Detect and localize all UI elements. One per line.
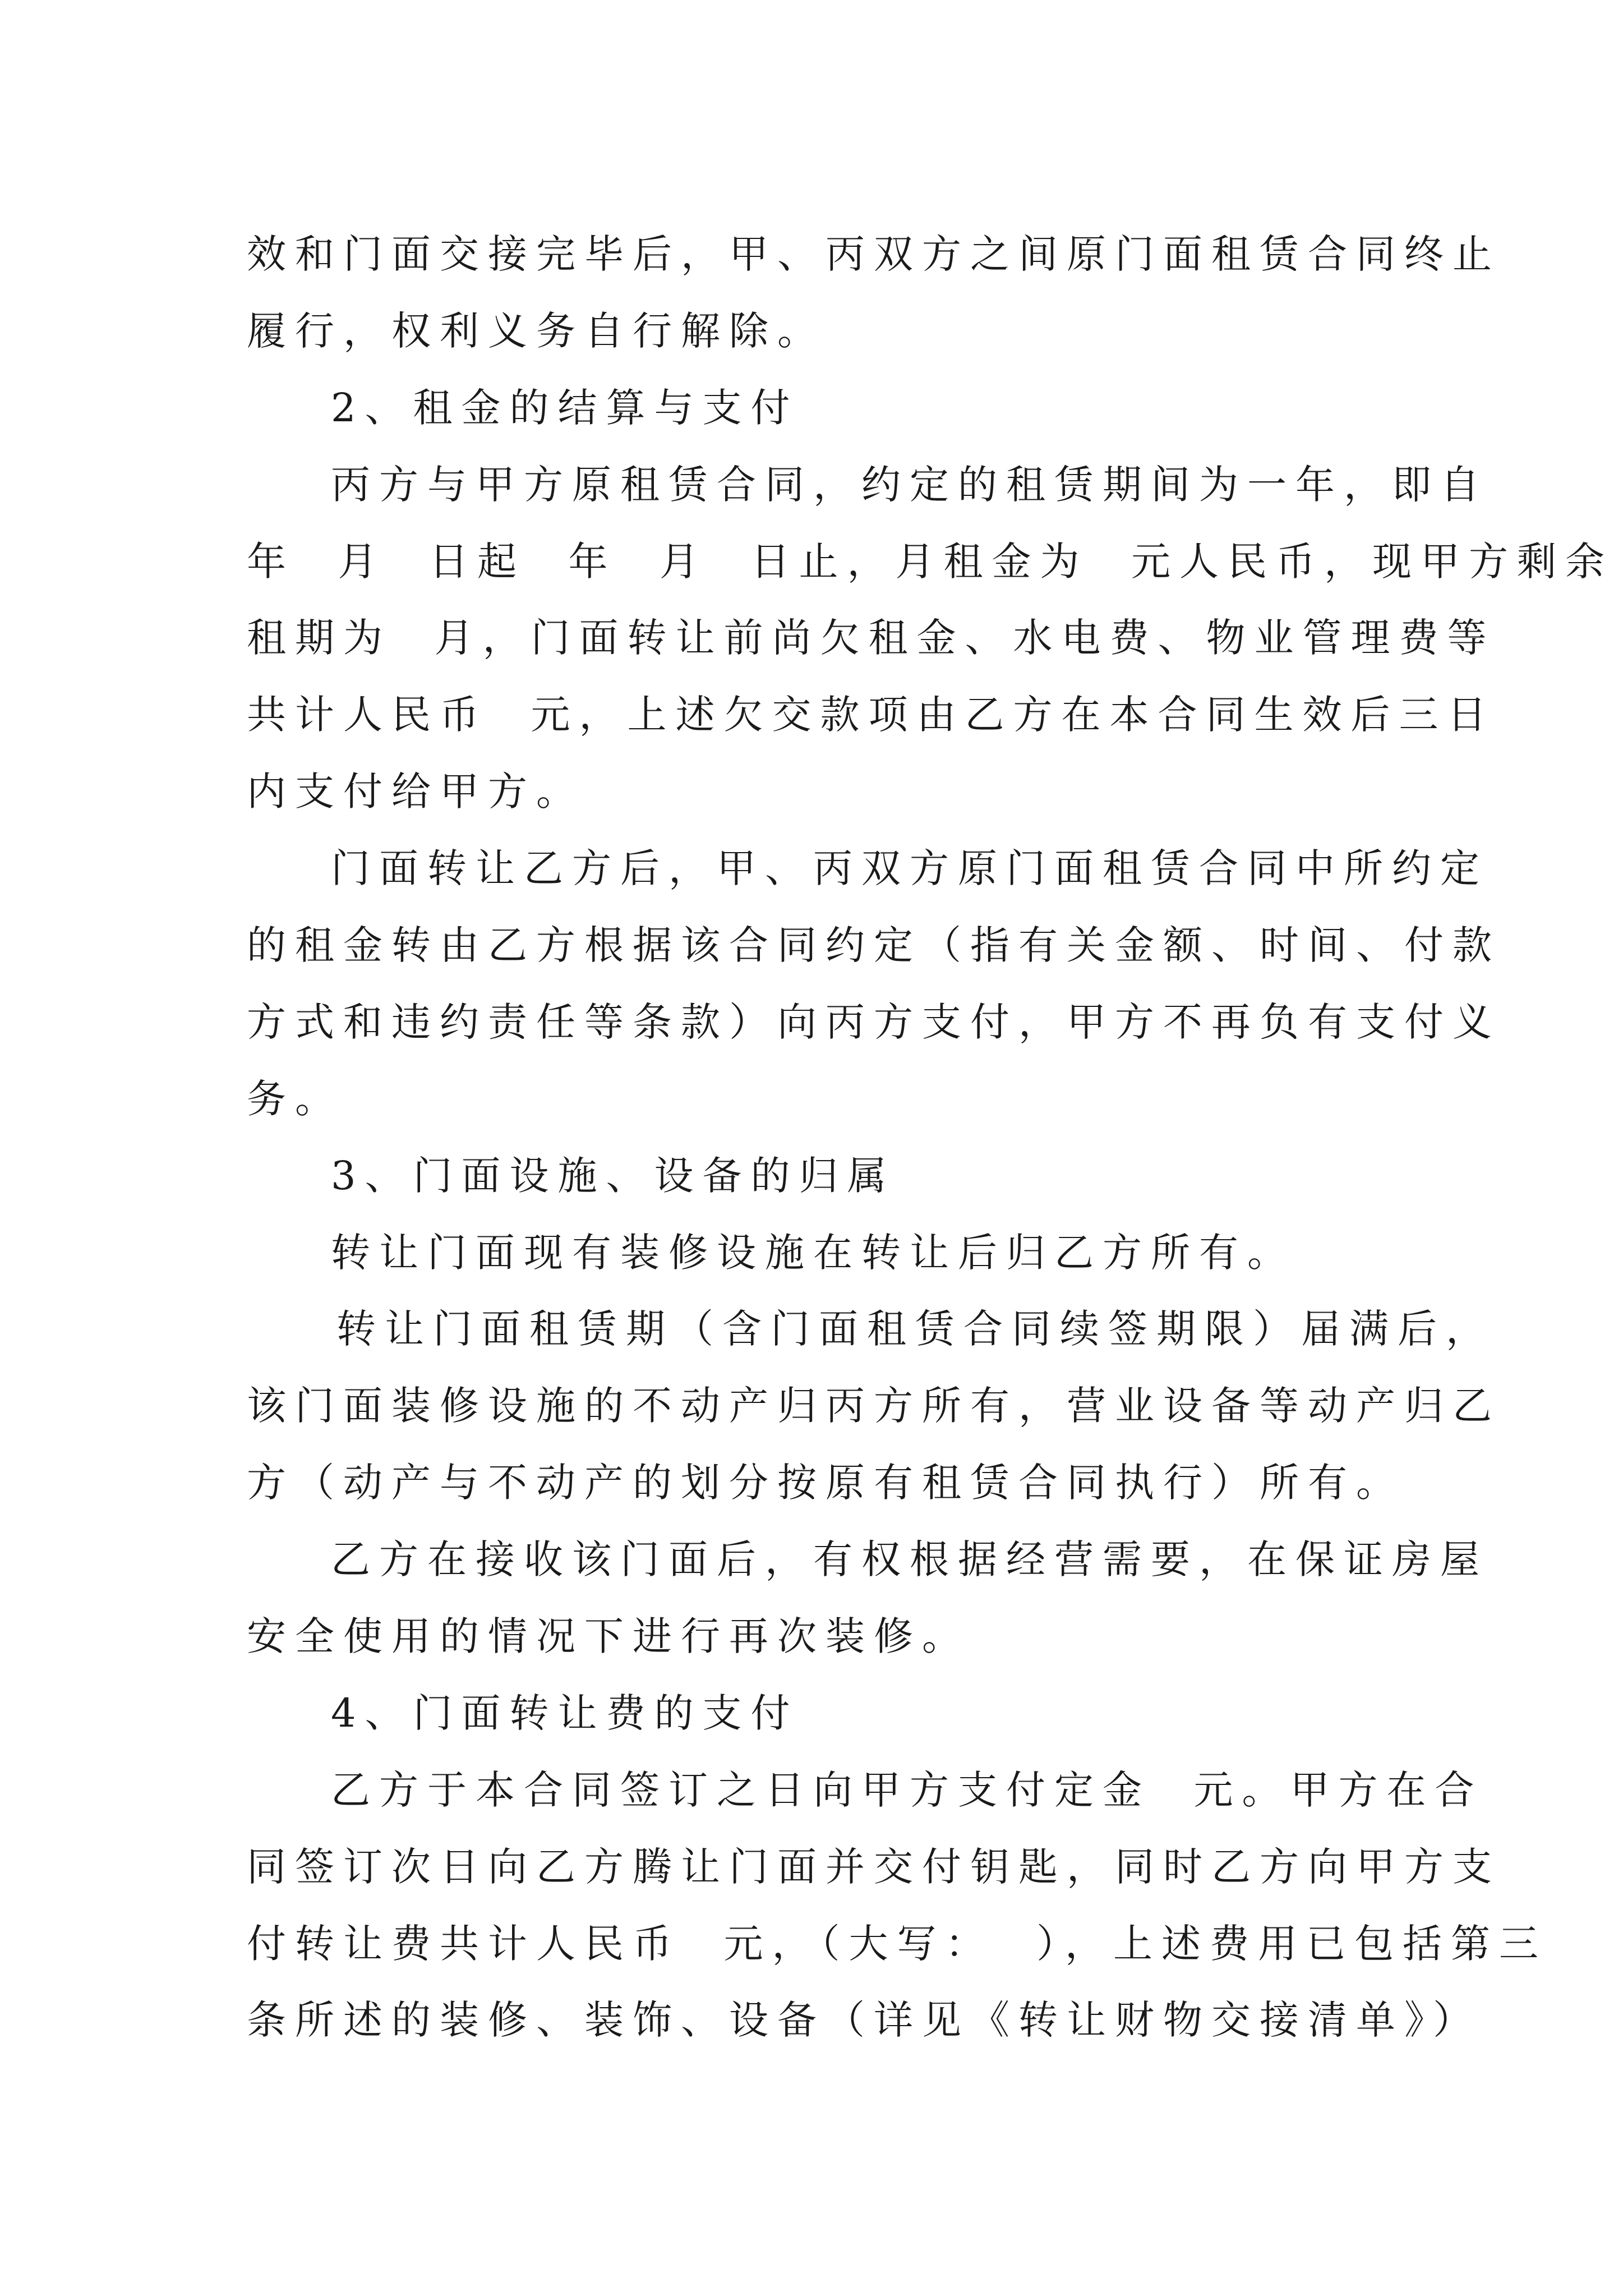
paragraph-line: 租期为 月，门面转让前尚欠租金、水电费、物业管理费等: [247, 615, 1496, 661]
paragraph-line: 付转让费共计人民币 元，（大写： ），上述费用已包括第三: [247, 1920, 1548, 1967]
section-heading: 2、租金的结算与支付: [331, 384, 799, 431]
paragraph-line: 同签订次日向乙方腾让门面并交付钥匙，同时乙方向甲方支: [247, 1843, 1501, 1890]
paragraph-line: 转让门面租赁期（含门面租赁合同续签期限）届满后，: [336, 1306, 1494, 1352]
paragraph-line: 的租金转由乙方根据该合同约定（指有关金额、时间、付款: [247, 922, 1501, 969]
paragraph-line: 方（动产与不动产的划分按原有租赁合同执行）所有。: [247, 1460, 1404, 1506]
paragraph-line: 内支付给甲方。: [247, 769, 584, 815]
paragraph-line: 转让门面现有装修设施在转让后归乙方所有。: [331, 1229, 1295, 1276]
paragraph-line: 条所述的装修、装饰、设备（详见《转让财物交接清单》）: [247, 1997, 1481, 2044]
paragraph-line: 效和门面交接完毕后，甲、丙双方之间原门面租赁合同终止: [247, 231, 1501, 277]
paragraph-line: 年 月 日起 年 月 日止，月租金为 元人民币，现甲方剩余: [247, 538, 1614, 585]
section-heading: 3、门面设施、设备的归属: [331, 1152, 896, 1199]
paragraph-line: 该门面装修设施的不动产归丙方所有，营业设备等动产归乙: [247, 1383, 1501, 1429]
paragraph-line: 务。: [247, 1075, 343, 1122]
paragraph-line: 丙方与甲方原租赁合同，约定的租赁期间为一年，即自: [331, 461, 1488, 508]
section-heading: 4、门面转让费的支付: [331, 1690, 799, 1736]
document-body: [247, 216, 1614, 2059]
paragraph-line: 门面转让乙方后，甲、丙双方原门面租赁合同中所约定: [331, 845, 1488, 892]
paragraph-line: 乙方于本合同签订之日向甲方支付定金 元。甲方在合: [331, 1766, 1483, 1813]
paragraph-line: 方式和违约责任等条款）向丙方支付，甲方不再负有支付义: [247, 999, 1501, 1045]
paragraph-line: 安全使用的情况下进行再次装修。: [247, 1613, 970, 1660]
paragraph-line: 共计人民币 元，上述欠交款项由乙方在本合同生效后三日: [247, 692, 1496, 738]
paragraph-line: 履行，权利义务自行解除。: [247, 307, 826, 354]
paragraph-line: 乙方在接收该门面后，有权根据经营需要，在保证房屋: [331, 1536, 1488, 1583]
